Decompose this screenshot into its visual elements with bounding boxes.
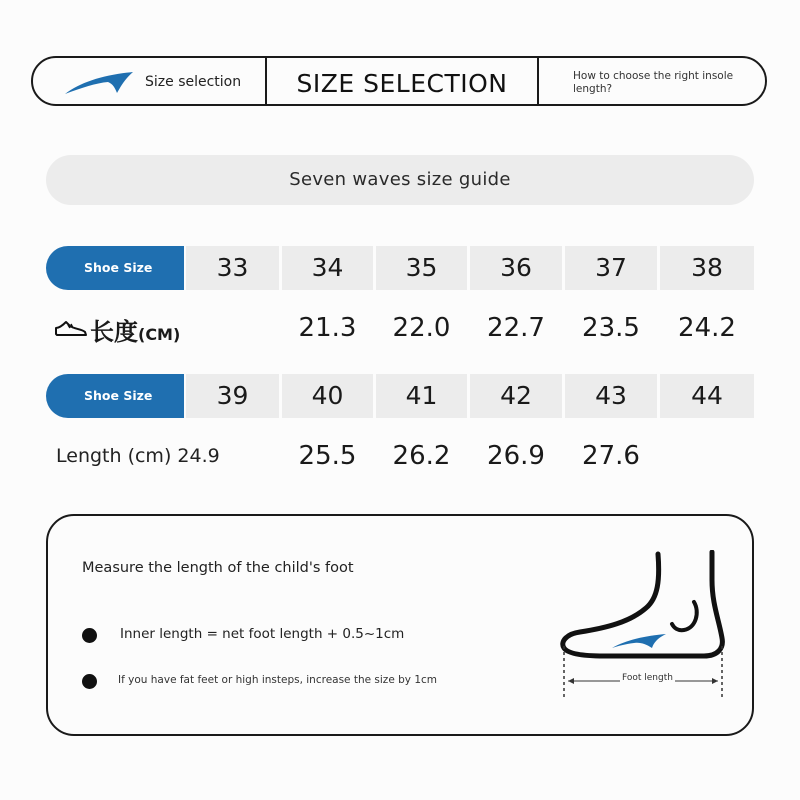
size-cell: 43 [565, 374, 657, 418]
size-cell: 44 [660, 374, 754, 418]
inner-length-note: Inner length = net foot length + 0.5~1cm [120, 626, 405, 642]
length-label: Length (cm) 24.9 [56, 445, 220, 467]
length-value: 22.0 [392, 313, 451, 343]
measure-instructions-box [46, 514, 754, 736]
howto-line: length? [573, 83, 613, 95]
size-cell: 40 [282, 374, 373, 418]
size-selection-label: Size selection [145, 74, 242, 90]
bullet-icon [82, 628, 97, 643]
size-cell: 37 [565, 246, 657, 290]
page-title: SIZE SELECTION [296, 69, 508, 98]
size-cell: 38 [660, 246, 754, 290]
size-cell: 33 [186, 246, 279, 290]
size-cell: 34 [282, 246, 373, 290]
header-divider [537, 58, 539, 104]
wave-logo-icon [63, 70, 135, 96]
shoe-size-row [46, 374, 754, 418]
bullet-icon [82, 674, 97, 689]
length-value: 22.7 [487, 313, 545, 343]
length-value: 26.9 [487, 441, 545, 471]
measure-title: Measure the length of the child's foot [82, 560, 354, 576]
howto-line: How to choose the right insole [573, 70, 734, 82]
fat-feet-note: If you have fat feet or high insteps, increase the size by 1cm [118, 674, 438, 686]
length-value: 23.5 [582, 313, 640, 343]
length-row [46, 308, 754, 348]
shoe-size-row [46, 246, 754, 290]
size-cell: 42 [470, 374, 562, 418]
size-cell: 39 [186, 374, 279, 418]
shoe-size-tag: Shoe Size [46, 374, 184, 418]
length-label-text: 长度 [90, 318, 138, 346]
length-value: 21.3 [298, 313, 357, 343]
howto-text [573, 70, 753, 96]
length-unit: (CM) [138, 325, 181, 344]
length-value: 26.2 [392, 441, 451, 471]
foot-length-label: Foot length [622, 673, 673, 683]
size-cell: 35 [376, 246, 467, 290]
length-row [46, 436, 754, 476]
length-value: 24.2 [678, 313, 736, 343]
shoe-icon [54, 320, 88, 338]
size-cell: 36 [470, 246, 562, 290]
length-label-zh [90, 312, 180, 347]
shoe-size-tag: Shoe Size [46, 246, 184, 290]
length-value: 25.5 [298, 441, 357, 471]
length-value: 27.6 [582, 441, 640, 471]
size-cell: 41 [376, 374, 467, 418]
size-guide-title: Seven waves size guide [46, 155, 754, 205]
header-bar [31, 56, 767, 106]
